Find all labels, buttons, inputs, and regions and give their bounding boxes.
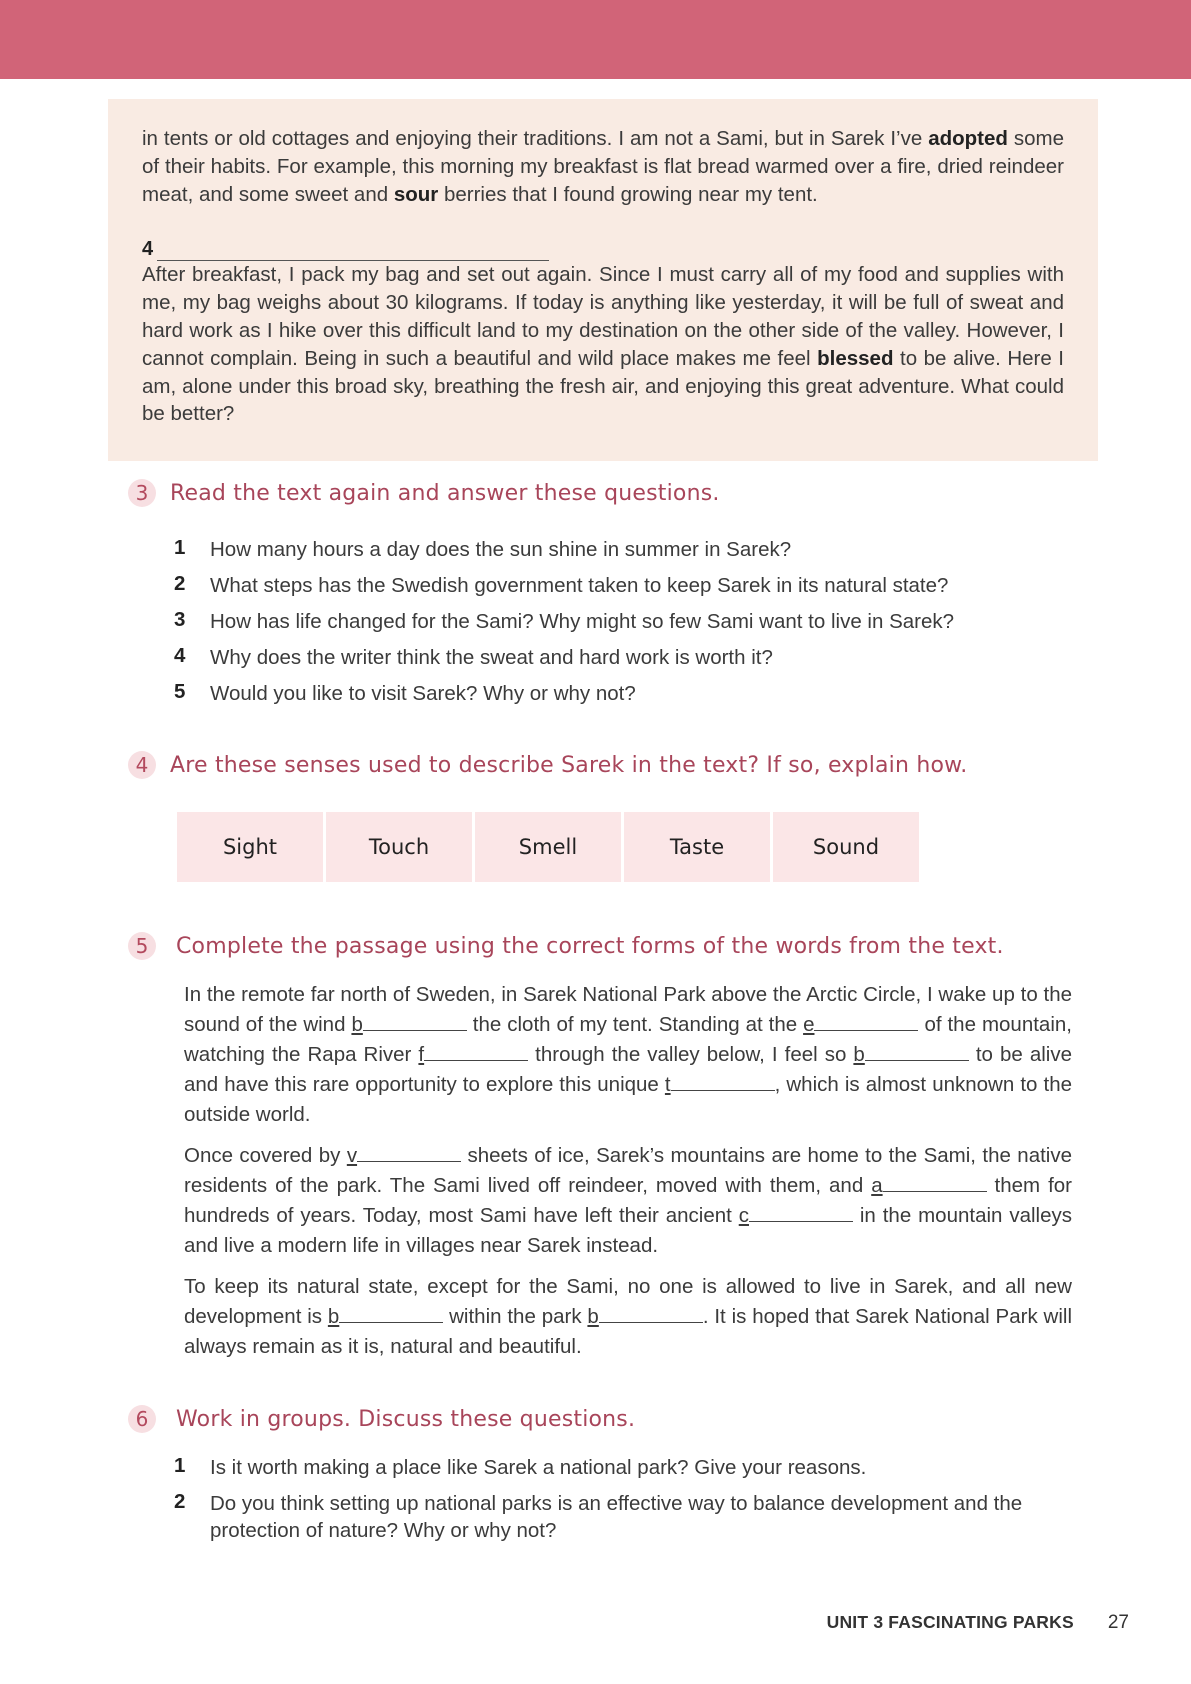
cloze-passage	[184, 980, 1072, 1373]
exercise-5-header	[128, 932, 1004, 960]
list-item: 2 Do you think setting up national parks is an effective way to balance development and the protection of nature? Why or why not?	[174, 1490, 1023, 1542]
cloze-blank[interactable]: b	[587, 1305, 702, 1328]
subheading-number: 4	[142, 238, 154, 261]
exercise-number-badge: 3	[128, 479, 156, 507]
key-word-blessed: blessed	[817, 346, 894, 370]
sense-cell-sight: Sight	[177, 812, 323, 882]
cloze-blank[interactable]: b	[351, 1013, 466, 1036]
page-footer	[827, 1612, 1129, 1634]
cloze-blank[interactable]: t	[665, 1073, 775, 1096]
cloze-blank[interactable]: e	[803, 1013, 918, 1036]
sense-cell-touch: Touch	[326, 812, 472, 882]
reading-passage-box	[108, 99, 1098, 461]
list-item: 3 How has life changed for the Sami? Why might so few Sami want to live in Sarek?	[174, 608, 955, 633]
cloze-blank[interactable]: c	[739, 1204, 853, 1227]
sense-cell-sound: Sound	[773, 812, 919, 882]
exercise-title: Are these senses used to describe Sarek in the text? If so, explain how.	[170, 752, 968, 778]
exercise-3-questions	[174, 536, 954, 707]
unit-title: UNIT 3 FASCINATING PARKS	[826, 1612, 1074, 1632]
cloze-blank[interactable]: b	[853, 1043, 968, 1066]
cloze-blank[interactable]: f	[418, 1043, 528, 1066]
cloze-blank[interactable]: v	[347, 1144, 461, 1167]
cloze-blank[interactable]: b	[328, 1305, 443, 1328]
cloze-paragraph-2: Once covered by v sheets of ice, Sarek’s mountains are home to the Sami, the native residents of the park. The Sami lived off reindeer, moved with them, and a them for hundreds of years. Today, most Sami have left their ancient c in the mountain valleys and live a modern life in villages near Sarek instead.	[184, 1144, 1073, 1257]
reading-paragraph-4: After breakfast, I pack my bag and set out again. Since I must carry all of my food and supplies with me, my bag weighs about 30 kilograms. If today is anything like yesterday, it will be full of sweat and hard work as I hike over this difficult land to my destination on the other side of the valley. However, I cannot complain. Being in such a beautiful and wild place makes me feel blessed to be alive. Here I am, alone under this broad sky, breathing the fresh air, and enjoying this great adventure. What could be better?	[142, 263, 1064, 426]
header-band	[0, 0, 1191, 79]
senses-table	[177, 812, 922, 882]
exercise-6-header	[128, 1405, 635, 1433]
exercise-number-badge: 4	[128, 751, 156, 779]
key-word-sour: sour	[393, 182, 439, 206]
exercise-4-header	[128, 751, 968, 779]
key-word-adopted: adopted	[928, 127, 1008, 150]
exercise-number-badge: 6	[128, 1405, 156, 1433]
list-item: 2 What steps has the Swedish government taken to keep Sarek in its natural state?	[174, 572, 949, 597]
exercise-3-header	[128, 479, 720, 507]
sense-cell-taste: Taste	[624, 812, 770, 882]
exercise-title: Work in groups. Discuss these questions.	[176, 1406, 636, 1432]
list-item: 1 How many hours a day does the sun shine in summer in Sarek?	[174, 536, 792, 561]
cloze-paragraph-1: In the remote far north of Sweden, in Sarek National Park above the Arctic Circle, I wake up to the sound of the wind b the cloth of my tent. Standing at the e of the mountain, watching the Rapa River f through the valley below, I feel so b to be alive and have this rare opportunity to explore this unique t , which is almost unknown to the outside world.	[184, 983, 1072, 1126]
reading-paragraph-3: in tents or old cottages and enjoying their traditions. I am not a Sami, but in Sarek I’ve adopted some of their habits. For example, this morning my breakfast is flat bread warmed over a fire, dried reindeer meat, and some sweet and sour berries that I found growing near my tent.	[142, 127, 1064, 206]
exercise-6-questions	[174, 1454, 1074, 1544]
exercise-title: Read the text again and answer these questions.	[170, 480, 720, 506]
page-number: 27	[1107, 1612, 1129, 1633]
subheading-answer-line[interactable]	[157, 240, 549, 261]
sense-cell-smell: Smell	[475, 812, 621, 882]
list-item: 5 Would you like to visit Sarek? Why or why not?	[174, 680, 636, 705]
list-item: 4 Why does the writer think the sweat and hard work is worth it?	[174, 644, 773, 669]
exercise-title: Complete the passage using the correct forms of the words from the text.	[176, 933, 1004, 959]
exercise-number-badge: 5	[128, 932, 156, 960]
cloze-paragraph-3: To keep its natural state, except for the Sami, no one is allowed to live in Sarek, and all new development is b within the park b . It is hoped that Sarek National Park will always remain as it is, natural and beautiful.	[184, 1275, 1072, 1358]
cloze-blank[interactable]: a	[871, 1174, 986, 1197]
list-item: 1 Is it worth making a place like Sarek a national park? Give your reasons.	[174, 1454, 867, 1479]
subheading-blank-4	[142, 235, 1064, 261]
